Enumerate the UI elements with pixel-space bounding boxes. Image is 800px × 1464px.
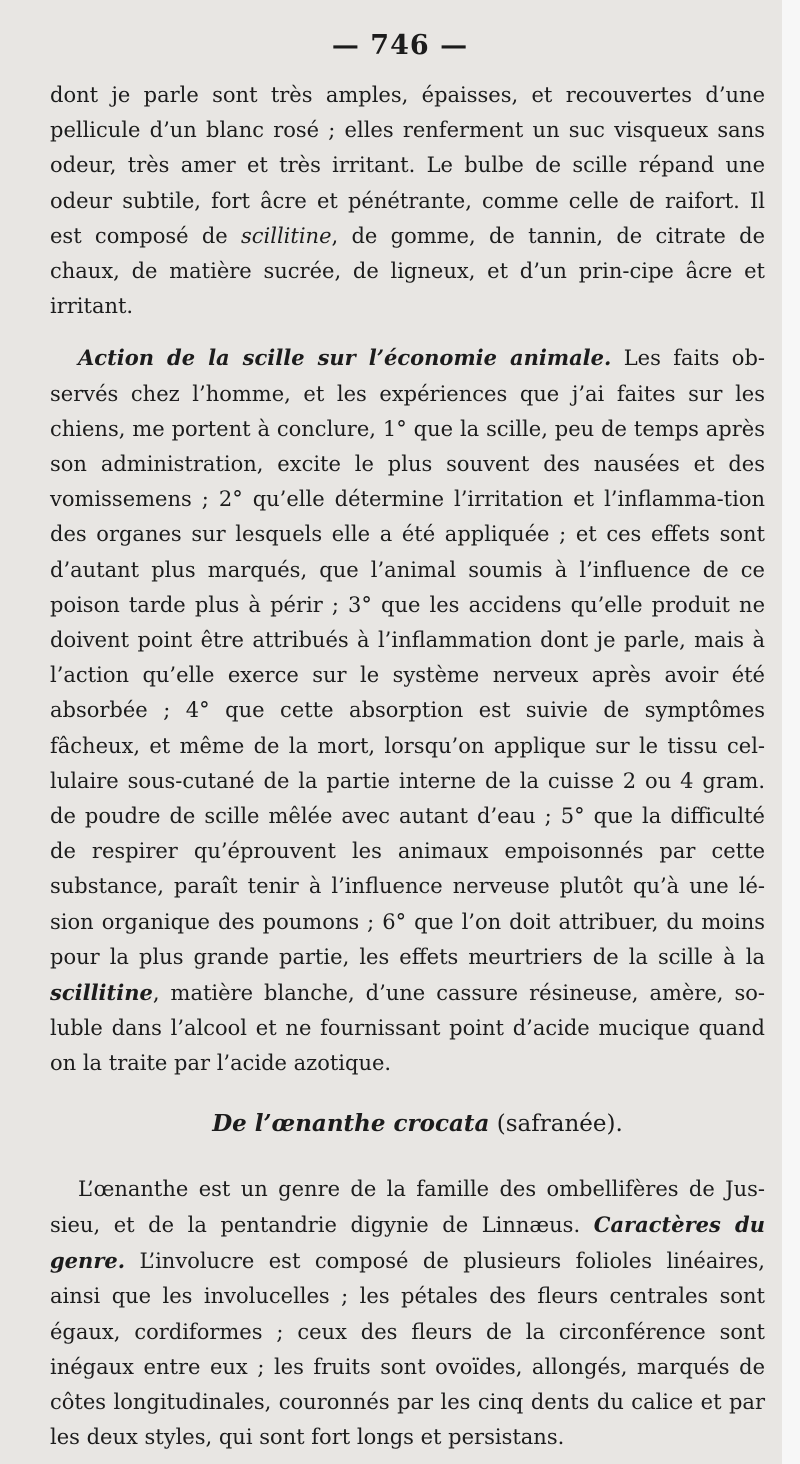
paragraph-oenanthe-description [50, 1172, 765, 1456]
text-run: dont je parle sont très amples, épaisses, et recouvertes d’une pellicule d’un blanc rosé ; elles renferment un suc visqueux sans odeur, très amer et très irritant. Le bulbe de scille répand une odeur subtile, fort âcre et pénétrante, comme celle de raifort. Il est composé de [50, 83, 765, 248]
text-run: L’involucre est composé de plusieurs folioles linéaires, ainsi que les involucelles ; les pétales des fleurs centrales sont égaux, cordiformes ; ceux des fleurs de la circonférence sont inégaux entre eux ; les fruits sont ovoïdes, allongés, marqués de côtes longitudinales, couronnés par les cinq dents du calice et par les deux styles, qui sont fort longs et persistans. [50, 1249, 765, 1450]
section-heading-oenanthe [50, 1106, 765, 1142]
text-run: , matière blanche, d’une cassure résineuse, amère, so-luble dans l’alcool et ne fournissant point d’acide mucique quand on la traite par l’acide azotique. [50, 981, 765, 1076]
body-text [50, 78, 765, 1455]
run-in-heading: Action de la scille sur l’économie animale. [78, 345, 612, 371]
italic-run-in-caracteres: Caractères du genre. [50, 1211, 765, 1274]
section-title-italic: De l’œnanthe crocata [212, 1109, 490, 1137]
page-edge [782, 0, 800, 1464]
italic-term-scillitine: scillitine [50, 980, 153, 1006]
paragraph-action-scille [50, 340, 765, 1081]
italic-term-scillitine: scillitine [241, 223, 332, 248]
page-number: — 746 — [331, 30, 469, 61]
text-run: Les faits ob-servés chez l’homme, et les expériences que j’ai faites sur les chiens, me portent à conclure, 1° que la scille, peu de temps après son administration, excite le plus souvent des nausées et des vomissemens ; 2° qu’elle détermine l’irritation et l’inflamma-tion des organes sur lesquels elle a été appliquée ; et ces effets sont d’autant plus marqués, que l’animal soumis à l’influence de ce poison tarde plus à périr ; 3° que les accidens qu’elle produit ne doivent point être attribués à l’inflammation dont je parle, mais à l’action qu’elle exerce sur le système nerveux après avoir été absorbée ; 4° que cette absorption est suivie de symptômes fâcheux, et même de la mort, lorsqu’on applique sur le tissu cel-lulaire sous-cutané de la partie interne de la cuisse 2 ou 4 gram. de poudre de scille mêlée avec autant d’eau ; 5° que la difficulté de respirer qu’éprouvent les animaux empoisonnés par cette substance, paraît tenir à l’influence nerveuse plutôt qu’à une lé-sion organique des poumons ; 6° que l’on doit attribuer, du moins pour la plus grande partie, les effets meurtriers de la scille à la [50, 346, 765, 969]
text-run: L’œnanthe est un genre de la famille des ombellifères de Jus-sieu, et de la pentandrie digynie de Linnæus. [50, 1176, 765, 1237]
paragraph-scille-composition [50, 78, 765, 324]
text-run: , de gomme, de tannin, de citrate de chaux, de matière sucrée, de ligneux, et d’un prin-cipe âcre et irritant. [50, 223, 765, 319]
section-title-plain: (safranée). [489, 1110, 623, 1137]
